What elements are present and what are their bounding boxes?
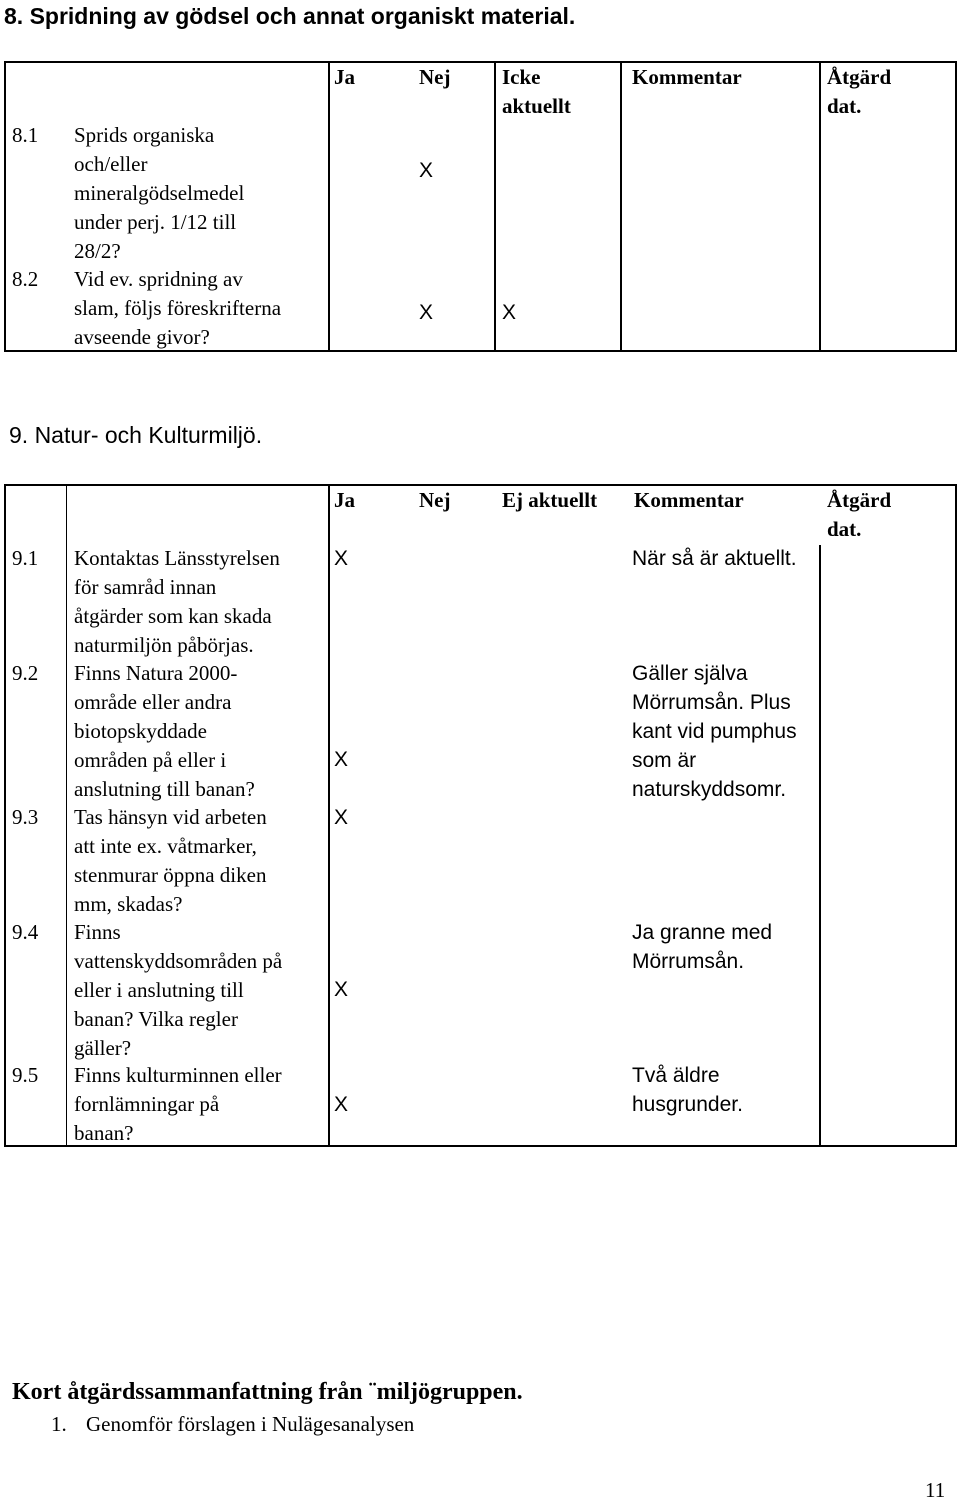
row-comment: När så är aktuellt. bbox=[632, 547, 797, 570]
nej-mark: X bbox=[419, 301, 434, 324]
header-atgard: Åtgärd dat. bbox=[827, 488, 892, 541]
section-8-heading: 8. Spridning av gödsel och annat organiskt material. bbox=[4, 3, 576, 29]
row-question: Vid ev. spridning av slam, följs föreskrifterna avseende givor? bbox=[74, 267, 282, 349]
section-9-heading: 9. Natur- och Kulturmiljö. bbox=[9, 422, 263, 448]
header-nej: Nej bbox=[419, 65, 451, 89]
header-atgard: Åtgärd dat. bbox=[827, 65, 892, 118]
row-question: Kontaktas Länsstyrelsen för samråd innan åtgärder som kan skada naturmiljön påbörjas. bbox=[74, 546, 280, 657]
row-question: Finns vattenskyddsområden på eller i anslutning till banan? Vilka regler gäller? bbox=[74, 920, 283, 1060]
header-ja: Ja bbox=[334, 488, 355, 512]
header-nej: Nej bbox=[419, 488, 451, 512]
row-question: Finns Natura 2000- område eller andra biotopskyddade områden på eller i anslutning till banan? bbox=[74, 661, 255, 801]
header-kommentar: Kommentar bbox=[634, 488, 744, 512]
list-item-text: Genomför förslagen i Nulägesanalysen bbox=[86, 1412, 415, 1436]
row-number: 8.2 bbox=[12, 267, 39, 291]
nej-mark: X bbox=[419, 159, 434, 182]
ja-mark: X bbox=[334, 806, 349, 829]
header-kommentar: Kommentar bbox=[632, 65, 742, 89]
row-question: Tas hänsyn vid arbeten att inte ex. våtmarker, stenmurar öppna diken mm, skadas? bbox=[74, 805, 267, 916]
header-ej-aktuellt: Ej aktuellt bbox=[502, 488, 598, 512]
icke-aktuellt-mark: X bbox=[502, 301, 517, 324]
ja-mark: X bbox=[334, 978, 349, 1001]
summary-heading: Kort åtgärdssammanfattning från ¨miljögruppen. bbox=[12, 1379, 523, 1405]
header-icke-aktuellt: Icke aktuellt bbox=[502, 65, 571, 118]
row-comment: Gäller själva Mörrumsån. Plus kant vid pumphus som är naturskyddsomr. bbox=[632, 662, 797, 801]
ja-mark: X bbox=[334, 1093, 349, 1116]
row-number: 9.1 bbox=[12, 546, 39, 570]
row-comment: Ja granne med Mörrumsån. bbox=[632, 921, 773, 973]
row-question: Finns kulturminnen eller fornlämningar på banan? bbox=[74, 1063, 282, 1145]
page-number: 11 bbox=[925, 1478, 946, 1502]
row-number: 8.1 bbox=[12, 123, 39, 147]
row-number: 9.4 bbox=[12, 920, 39, 944]
list-item-number: 1. bbox=[51, 1412, 67, 1436]
row-number: 9.3 bbox=[12, 805, 39, 829]
row-number: 9.5 bbox=[12, 1063, 39, 1087]
row-question: Sprids organiska och/eller mineralgödselmedel under perj. 1/12 till 28/2? bbox=[74, 123, 245, 263]
ja-mark: X bbox=[334, 748, 349, 771]
row-comment: Två äldre husgrunder. bbox=[632, 1064, 743, 1116]
ja-mark: X bbox=[334, 547, 349, 570]
header-ja: Ja bbox=[334, 65, 355, 89]
row-number: 9.2 bbox=[12, 661, 39, 685]
